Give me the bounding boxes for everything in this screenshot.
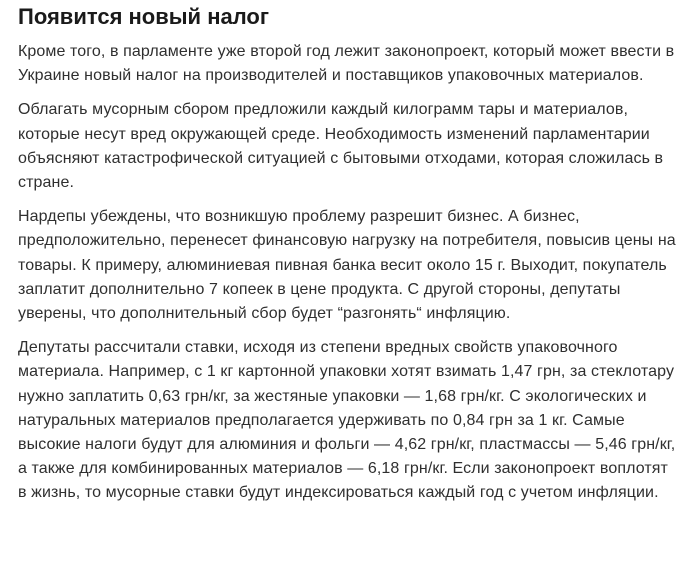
paragraph-business-burden: Нардепы убеждены, что возникшую проблему разрешит бизнес. А бизнес, предположительно, перенесет финансовую нагрузку на потребителя, повысив цены на товары. К примеру, алюминиевая пивная банка весит около 15 г. Выходит, покупатель заплатит дополнительно 7 копеек в цене продукта. С другой стороны, депутаты уверены, что дополнительный сбор будет “разгонять“ инфляцию.: [18, 208, 676, 323]
paragraph-tax-rates: Депутаты рассчитали ставки, исходя из степени вредных свойств упаковочного материала. Например, с 1 кг картонной упаковки хотят взимать 1,47 грн, за стеклотару нужно заплатить 0,63 грн/кг, за жестяные упаковки — 1,68 грн/кг. С экологических и натуральных материалов предполагается удерживать по 0,84 грн за 1 кг. Самые высокие налоги будут для алюминия и фольги — 4,62 грн/кг, пластмассы — 5,46 грн/кг, а также для комбинированных материалов — 6,18 грн/кг. Если законопроект воплотят в жизнь, то мусорные ставки будут индексироваться каждый год с учетом инфляции.: [18, 339, 676, 502]
paragraph-waste-fee: Облагать мусорным сбором предложили каждый килограмм тары и материалов, которые несут вред окружающей среде. Необходимость изменений парламентарии объясняют катастрофической ситуацией с бытовыми отходами, которая сложилась в стране.: [18, 101, 664, 192]
paragraph-new-tax-bill: Кроме того, в парламенте уже второй год лежит законопроект, который может ввести в Украине новый налог на производителей и поставщиков упаковочных материалов.: [18, 43, 675, 85]
section-heading: Появится новый налог: [18, 4, 270, 29]
